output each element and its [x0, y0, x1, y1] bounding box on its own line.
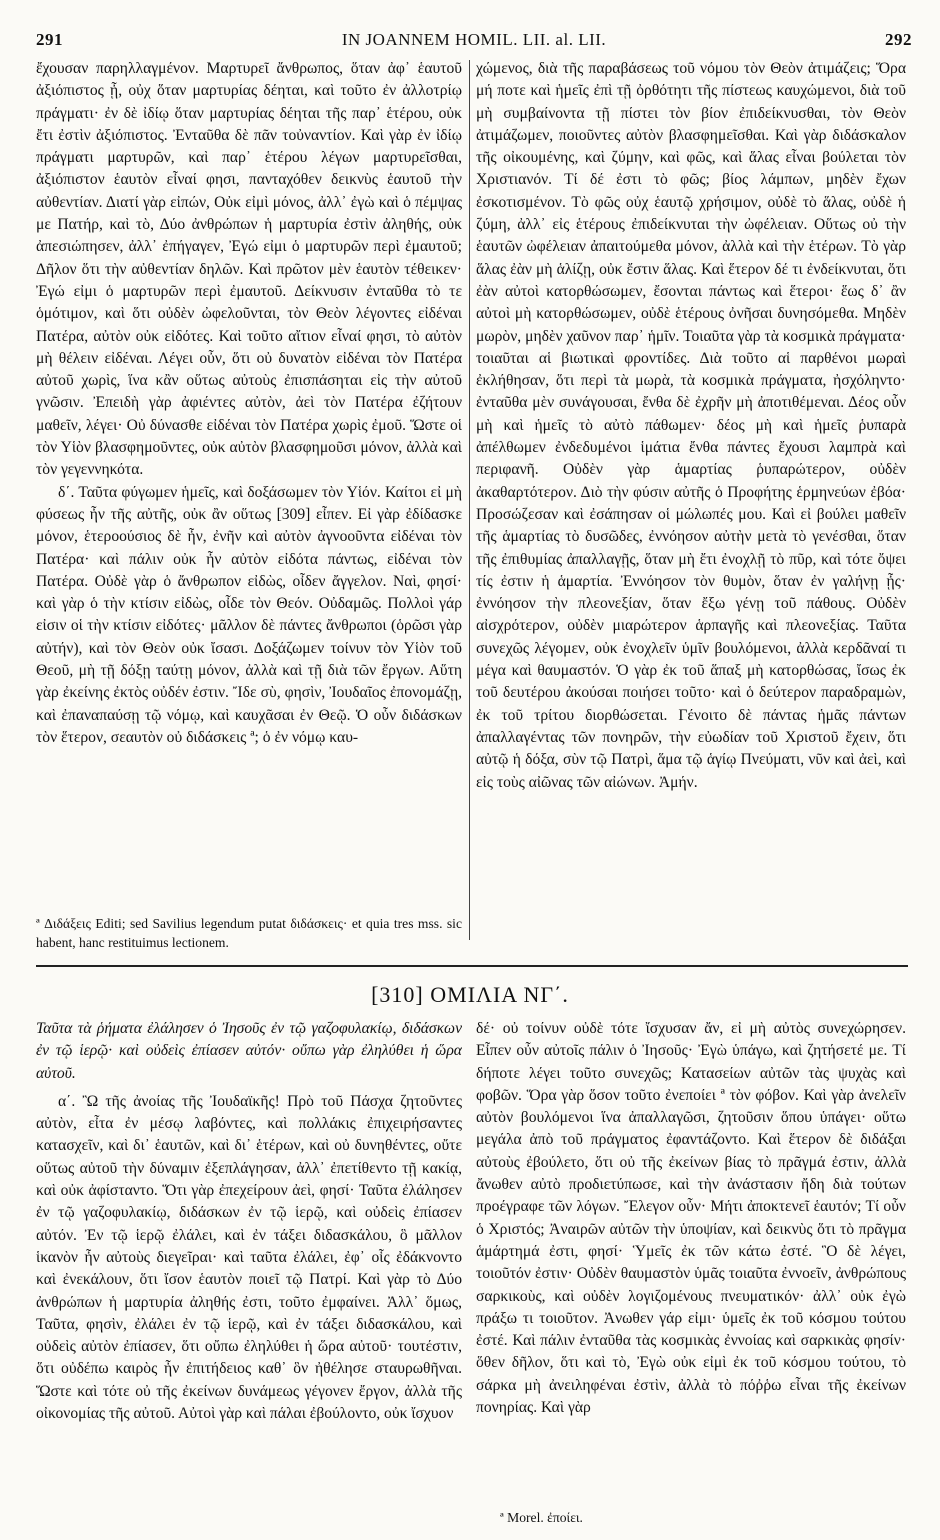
paragraph: δ΄. Ταῦτα φύγωμεν ἡμεῖς, καὶ δοξάσωμεν τὸν Υἱόν. Καίτοι εἰ μὴ φύσεως ἦν τῆς αὐτῆς, οὐκ ἂν οὕτως [309] εἶπεν. Εἰ γὰρ ἐδίδασκε μόνον, ἑτεροούσιος δὲ ἦν, ἐνῆν καὶ αὐτὸν ἀγνοοῦντα εἰδέναι τὸν Πατέρα· καὶ πάλιν οὐκ ἦν αὐτὸν εἰδότα πάντως, εἰδέναι τὸν Πατέρα. Οὐδὲ γὰρ ὁ ἄνθρωπον εἰδὼς, οἶδεν ἄγγελον. Ναὶ, φησί· καὶ γὰρ ὁ τὴν κτίσιν εἰδὼς, οἶδε τὸν Θεόν. Οὐδαμῶς. Πολλοὶ γάρ εἰσιν οἱ τὴν κτίσιν εἰδότες· μᾶλλον δὲ πάντες ἄνθρωποι (ὁρῶσι γὰρ αὐτήν), καὶ τὸν Θεὸν οὐκ ἴσασι. Δοξάζωμεν τοίνυν τὸν Υἱὸν τοῦ Θεοῦ, μὴ τῇ δόξῃ ταύτῃ μόνον, ἀλλὰ καὶ τῇ διὰ τῶν ἔργων. Αὕτη γὰρ ἐκείνης ἐκτὸς οὐδέν ἐστιν. Ἴδε σὺ, φησὶν, Ἰουδαῖος ἐπονομάζῃ, καὶ ἐπαναπαύσῃ τῷ νόμῳ, καὶ καυχᾶσαι ἐν Θεῷ. Ὁ οὖν διδάσκων τὸν ἕτερον, σεαυτὸν οὐ διδάσκεις ª; ὁ ἐν νόμῳ καυ-	[36, 483, 462, 746]
paragraph: δέ· οὐ τοίνυν οὐδὲ τότε ἴσχυσαν ἄν, εἰ μὴ αὐτὸς συνεχώρησεν. Εἶπεν οὖν αὐτοῖς πάλιν ὁ Ἰησοῦς· Ἐγὼ ὑπάγω, καὶ ζητήσετέ με. Τί δήποτε λέγει τοῦτο συνεχῶς; Κατασείων αὐτῶν τὰς ψυχὰς καὶ φοβῶν. Ὅρα γὰρ ὅσον τοῦτο ἐνεποίει ª τὸν φόβον. Καὶ γὰρ ἀνελεῖν αὐτὸν βουλόμενοι ἵνα ἀπαλλαγῶσι, ζητοῦσιν ὅπου ὑπάγει· οὕτω μεγάλα ἀπὸ τοῦ πράγματος ἐφαντάζοντο. Καὶ ἕτερον δὲ διδάξαι αὐτοὺς ἐβούλετο, ὅτι οὐ τῆς ἐκείνων βίας τὸ πρᾶγμά ἐστιν, ἀλλὰ ἄνωθεν αὐτὸ προδιετύπωσε, καὶ τὴν ἀνάστασιν ἤδη διὰ τούτων προέγραφε τῶν λόγων. Ἔλεγον οὖν· Μήτι ἀποκτενεῖ ἑαυτόν; Τί οὖν ὁ Χριστός; Ἀναιρῶν αὐτῶν τὴν ὑποψίαν, καὶ δεικνὺς ὅτι τὸ πρᾶγμα ἁμάρτημά ἐστι, φησί· Ὑμεῖς ἐκ τῶν κάτω ἐστέ. Ὃ δὲ λέγει, τοιοῦτόν ἐστιν· Οὐδὲν θαυμαστὸν ὑμᾶς τοιαῦτα ἐννοεῖν, ἀνθρώπους σαρκικοὺς, καὶ οὐδὲν λογιζομένους πνευματικόν· ἀλλ᾽ οὐκ ἐγὼ πράξω τι τοιοῦτον. Ἀνωθεν γάρ εἰμι· ὑμεῖς ἐκ τοῦ κόσμου τούτου ἐστέ. Καὶ πάλιν ἐνταῦθα τὰς κοσμικὰς ἐννοίας καὶ σαρκικὰς φησίν· ὅθεν δῆλον, ὅτι καὶ τὸ, Ἐγὼ οὐκ εἰμὶ ἐκ τοῦ κόσμου τούτου, τὸ σάρκα μὴ ἀνειληφέναι ἐστὶν, ἀλλὰ τὸ πόῤῥω εἶναι τῆς ἐκείνων πονηρίας. Καὶ γὰρ	[476, 1020, 906, 1417]
paragraph: ἔχουσαν παρηλλαγμένον. Μαρτυρεῖ ἄνθρωπος, ὅταν ἀφ᾽ ἑαυτοῦ ἀξιόπιστος ᾖ, οὐχ ὅταν μαρτυρίας δέηται, καὶ τοῦτο ἐν ἀλλοτρίῳ πράγματι· ἐν δὲ ἰδίῳ ὅταν μαρτυρίας δέηται τῆς παρ᾽ ἑτέρου, οὐκ ἔτι ἐστὶν ἀξιόπιστος. Ἐνταῦθα δὲ πᾶν τοὐναντίον. Καὶ γὰρ ἐν ἰδίῳ πράγματι μαρτυρῶν, καὶ παρ᾽ ἑτέρου λέγων μαρτυρεῖσθαι, ἀξιόπιστον ἑαυτὸν εἶναί φησι, πανταχόθεν δεικνὺς ἑαυτοῦ τὴν αὐθεντίαν. Διατί γὰρ εἰπών, Οὐκ εἰμὶ μόνος, ἀλλ᾽ ἐγὼ καὶ ὁ πέμψας με Πατήρ, καὶ τὸ, Δύο ἀνθρώπων ἡ μαρτυρία ἐστὶν ἀληθής, οὐκ ἀπεσιώπησεν, ἀλλ᾽ ἐπήγαγεν, Ἐγώ εἰμι ὁ μαρτυρῶν περὶ ἐμαυτοῦ; Δῆλον ὅτι τὴν αὐθεντίαν δηλῶν. Καὶ πρῶτον μὲν ἑαυτὸν τέθεικεν· Ἐγώ εἰμι ὁ μαρτυρῶν περὶ ἐμαυτοῦ. Δείκνυσιν ἐνταῦθα τὸ τε ὁμότιμον, καὶ ὅτι οὐδὲν ὠφελοῦνται, τὸν Θεὸν λέγοντες εἰδέναι Πατέρα, αὐτὸν οὐκ εἰδότες. Καὶ τοῦτο αἴτιον εἶναί φησι, τὸ αὐτὸν μὴ θέλειν εἰδέναι. Λέγει οὖν, ὅτι οὐ δυνατὸν εἰδέναι τὸν Πατέρα αὐτοῦ χωρὶς, ἵνα κἂν οὕτως αὐτοὺς ἐπισπάσηται εἰς τὴν αὐτοῦ γνῶσιν. Ἐπειδὴ γὰρ ἀφιέντες αὐτὸν, ἀεὶ τὸν Πατέρα ἐζήτουν μαθεῖν, λέγει· Οὐ δύνασθε εἰδέναι τὸν Πατέρα χωρὶς ἐμοῦ. Ὥστε οἱ τὸν Υἱὸν βλασφημοῦντες, οὐκ αὐτὸν βλασφημοῦσι μόνον, ἀλλὰ καὶ τὸν γεγεννηκότα.	[36, 60, 462, 479]
scripture-lemma: Ταῦτα τὰ ῥήματα ἐλάλησεν ὁ Ἰησοῦς ἐν τῷ γαζοφυλακίῳ, διδάσκων ἐν τῷ ἱερῷ· καὶ οὐδεὶς ἐπίασεν αὐτόν· οὔπω γὰρ ἐληλύθει ἡ ὥρα αὐτοῦ.	[36, 1020, 462, 1082]
section-rule	[36, 965, 908, 967]
running-head	[36, 30, 912, 54]
footnote-top: ª Διδάξεις Editi; sed Savilius legendum putat διδάσκεις· et quia tres mss. sic habent, hanc restituimus lectionem.	[36, 916, 462, 950]
running-title: IN JOANNEM HOMIL. LII. al. LII.	[341, 30, 607, 49]
footnote-bottom: ª Morel. ἐποίει.	[500, 1510, 583, 1525]
paragraph: χώμενος, διὰ τῆς παραβάσεως τοῦ νόμου τὸν Θεὸν ἀτιμάζεις; Ὅρα μή ποτε καὶ ἡμεῖς ἐπὶ τῇ ὀρθότητι τῆς πίστεως καυχώμενοι, διὰ τοῦ μὴ συμβαίνοντα τῇ πίστει τὸν βίον ἐπιδείκνυσθαι, τὸν Θεὸν ἀτιμάζωμεν, ποιοῦντες αὐτὸν βλασφημεῖσθαι. Καὶ γὰρ διδάσκαλον τῆς οἰκουμένης, καὶ ζύμην, καὶ φῶς, καὶ ἅλας εἶναι βούλεται τὸν Χριστιανόν. Τί δέ ἐστι τὸ φῶς; βίος λάμπων, μηδὲν ἔχων ἐσκοτισμένον. Τὸ φῶς οὐχ ἑαυτῷ χρήσιμον, οὐδὲ τὸ ἅλας, οὐδὲ ἡ ζύμη, ἀλλ᾽ εἰς ἑτέρους ἐπιδείκνυται τὴν ὠφέλειαν. Οὕτως οὐ τὴν ἑαυτῶν ὠφέλειαν ἀπαιτούμεθα μόνον, ἀλλὰ καὶ τὴν ἑτέρων. Τὸ γὰρ ἅλας ἐὰν μὴ ἁλίζῃ, οὐκ ἔστιν ἅλας. Καὶ ἕτερον δέ τι ἐνδείκνυται, ὅτι ἐὰν αὐτοὶ κατορθώσωμεν, ἔσονται πάντως καὶ ἕτεροι· ἕως δ᾽ ἂν αὐτοὶ μὴ κατορθώσωμεν, οὐδὲ ἑτέρους ὀνῆσαι δυνησόμεθα. Μηδὲν μωρὸν, μηδὲν χαῦνον παρ᾽ ἡμῖν. Τοιαῦτα γὰρ τὰ κοσμικὰ πράγματα· τοιαῦται αἱ βιωτικαὶ φροντίδες. Διὰ τοῦτο αἱ παρθένοι μωραὶ ἐκλήθησαν, ὅτι περὶ τὰ μωρὰ, τὰ κοσμικὰ πράγματα, ἠσχόληντο· ἐνταῦθα μὲν συνάγουσαι, ἔνθα δὲ ἐχρῆν μὴ ἀποτιθέμεναι. Δέος οὖν μὴ καὶ ἡμεῖς τὸ αὐτὸ πάθωμεν· δέος μὴ καὶ ἡμεῖς ῥυπαρὰ ἀπέλθωμεν ἐνδεδυμένοι ἱμάτια ἔνθα πάντες ἔχουσι λαμπρὰ καὶ περιφανῆ. Οὐδὲν γὰρ ἁμαρτίας ῥυπαρώτερον, οὐδὲν ἀκαθαρτότερον. Διὸ τὴν φύσιν αὐτῆς ὁ Προφήτης ἑρμηνεύων ἐβόα· Προσώζεσαν καὶ ἐσάπησαν οἱ μώλωπές μου. Καὶ εἰ βούλει μαθεῖν τῆς ἁμαρτίας τὸ δυσῶδες, ἐννόησον αὐτὴν μετὰ τὸ γενέσθαι, ὅταν τῆς ἐπιθυμίας ἀπαλλαγῇς, ὅταν μὴ ἔτι ἐνοχλῇ τὸ πῦρ, καὶ τότε ὄψει τίς ἐστιν ἡ ἁμαρτία. Ἐννόησον τὸν θυμὸν, ὅταν ἐν γαλήνῃ ᾖς· ἐννόησον τὴν πλεονεξίαν, ὅταν ἔξω γένῃ τοῦ πάθους. Οὐδὲν αἰσχρότερον, οὐδὲν μιαρώτερον ἁρπαγῆς καὶ πλεονεξίας. Ταῦτα συνεχῶς λέγομεν, οὐκ ἐνοχλεῖν ὑμῖν βουλόμενοι, ἀλλὰ κερδᾶναί τι μέγα καὶ θαυμαστόν. Ὁ γὰρ ἐκ τοῦ ἅπαξ μὴ κατορθώσας, ἴσως ἐκ τοῦ δευτέρου ἀκούσαι ποιήσει τοῦτο· καὶ ὁ δεύτερον παραδραμὼν, ἐκ τοῦ τρίτου διορθώσεται. Γένοιτο δὲ πάντας ἡμᾶς πάντων ἀπαλλαγέντας τῶν πονηρῶν, τὴν εὐωδίαν τοῦ Χριστοῦ ἔχειν, ὅτι αὐτῷ ἡ δόξα, σὺν τῷ Πατρὶ, ἅμα τῷ ἁγίῳ Πνεύματι, νῦν καὶ ἀεὶ, καὶ εἰς τοὺς αἰῶνας τῶν αἰώνων. Ἀμήν.	[476, 60, 906, 791]
right-column-top	[476, 58, 906, 943]
right-column-bottom	[476, 1018, 906, 1504]
paragraph: α΄. Ὢ τῆς ἀνοίας τῆς Ἰουδαϊκῆς! Πρὸ τοῦ Πάσχα ζητοῦντες αὐτὸν, εἶτα ἐν μέσῳ λαβόντες, καὶ πολλάκις ἐπιχειρήσαντες κατασχεῖν, καὶ δι᾽ ἑαυτῶν, καὶ δι᾽ ἑτέρων, καὶ οὐ δυνηθέντες, οὔτε οὕτως αὐτοῦ τὴν δύναμιν ἐξεπλάγησαν, ἀλλ᾽ ἐπετίθεντο τῇ κακίᾳ, καὶ οὐκ ἀφίσταντο. Ὅτι γὰρ ἐπεχείρουν ἀεὶ, φησί· Ταῦτα ἐλάλησεν ἐν τῷ γαζοφυλακίῳ, διδάσκων ἐν τῷ ἱερῷ, καὶ οὐδεὶς ἐπίασεν αὐτόν. Ἐν τῷ ἱερῷ ἐλάλει, καὶ ἐν τάξει διδασκάλου, ὃ μᾶλλον ἱκανὸν ἦν αὐτοὺς διεγεῖραι· καὶ ταῦτα ἐλάλει, ἐφ᾽ οἷς ἐδάκνοντο καὶ ἐνεκάλουν, ὅτι ἴσον ἑαυτὸν ποιεῖ τῷ Πατρί. Καὶ γὰρ τὸ Δύο ἀνθρώπων ἡ μαρτυρία ἀληθής ἐστι, τοῦτο ἐμφαίνει. Ἀλλ᾽ ὅμως, Ταῦτα, φησὶν, ἐλάλει ἐν τῷ ἱερῷ, καὶ ἐν τάξει διδασκάλου, καὶ οὐδεὶς αὐτὸν ἐπίασεν, ὅτι οὔπω ἐληλύθει ἡ ὥρα αὐτοῦ· τουτέστιν, ὅτι οὐδέπω καιρὸς ἦν ἐπιτήδειος καθ᾽ ὃν ἠθέλησε σταυρωθῆναι. Ὥστε καὶ τότε οὐ τῆς ἐκείνων δυνάμεως γέγονεν ἔργον, ἀλλὰ τῆς οἰκονομίας τῆς αὐτοῦ. Αὐτοὶ γὰρ καὶ πάλαι ἐβούλοντο, οὐκ ἴσχυον	[36, 1092, 462, 1423]
left-column-top	[36, 58, 462, 906]
left-column-bottom	[36, 1018, 462, 1504]
page-number-right: 292	[885, 30, 912, 49]
homily-title: [310] ΟΜΙΛΙΑ ΝΓ΄.	[371, 982, 569, 1007]
page-number-left: 291	[36, 30, 63, 49]
column-divider	[469, 60, 470, 940]
